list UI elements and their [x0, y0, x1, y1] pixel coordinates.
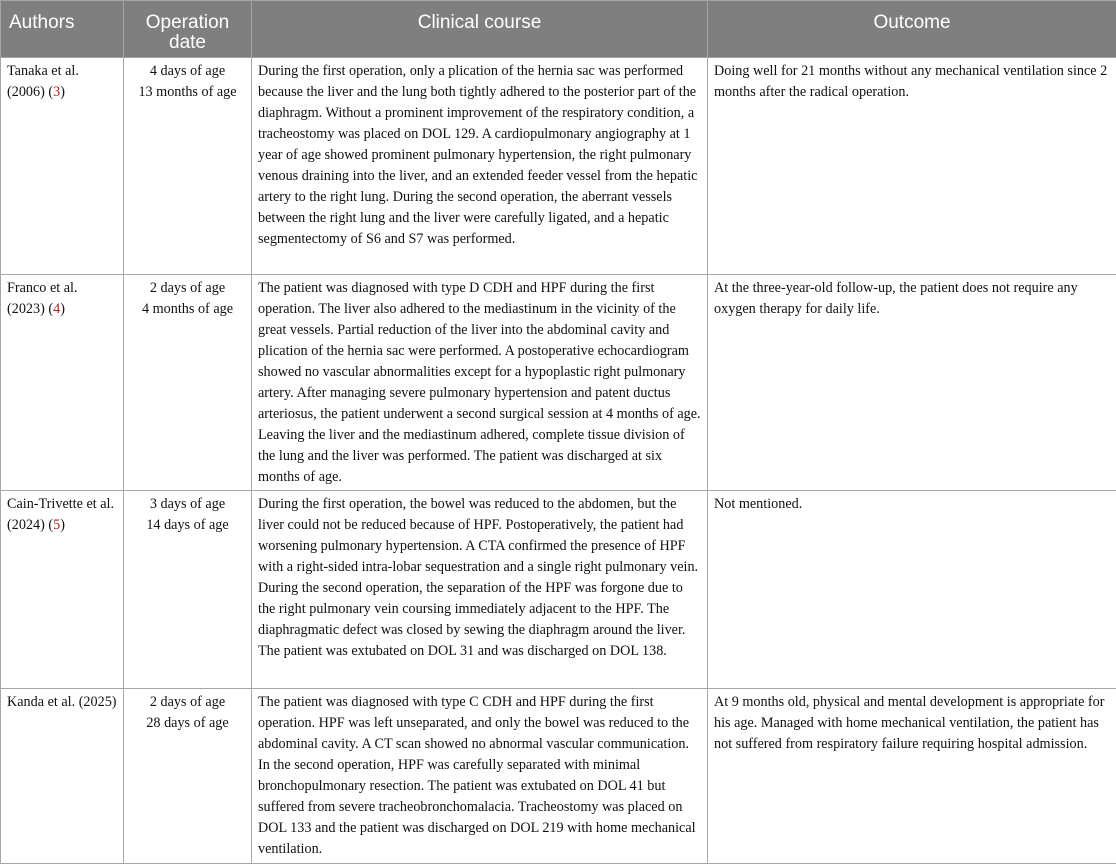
table-row — [1, 491, 1116, 689]
author-cell — [1, 58, 124, 275]
header-clinical-course: Clinical course — [252, 1, 708, 58]
operation-date-cell — [124, 58, 252, 275]
author-cell — [1, 491, 124, 689]
clinical-course-cell: During the first operation, the bowel was reduced to the abdomen, but the liver could not be reduced because of HPF. Postoperatively, the patient had worsening pulmonary hypertension. A CTA confirmed the presence of HPF with a right-sided intra-lobar sequestration and a single right pulmonary vein. During the second operation, the separation of the HPF was forgone due to the right pulmonary vein coursing immediately adjacent to the HPF. The diaphragmatic defect was closed by sewing the diaphragm around the liver. The patient was extubated on DOL 31 and was discharged on DOL 138. — [252, 491, 708, 689]
outcome-cell: Doing well for 21 months without any mechanical ventilation since 2 months after the radical operation. — [708, 58, 1116, 275]
clinical-course-cell: During the first operation, only a plication of the hernia sac was performed because the liver and the lung both tightly adhered to the posterior part of the diaphragm. Without a prominent improvement of the respiratory condition, a tracheostomy was placed on DOL 129. A cardiopulmonary angiography at 1 year of age showed prominent pulmonary hypertension, the right pulmonary venous draining into the liver, and an extended feeder vessel from the hepatic artery to the right lung. During the second operation, the aberrant vessels between the right lung and the liver were carefully ligated, and a hepatic segmentectomy of S6 and S7 was performed. — [252, 58, 708, 275]
operation-date-cell — [124, 491, 252, 689]
operation-date-cell — [124, 689, 252, 864]
author-text-end: ) — [60, 84, 65, 100]
outcome-cell: Not mentioned. — [708, 491, 1116, 689]
table-body — [1, 58, 1116, 864]
author-text: Cain-Trivette et al. (2024) ( — [7, 496, 115, 533]
first-operation-date: 2 days of age — [149, 280, 226, 296]
table-row — [1, 275, 1116, 491]
header-authors: Authors — [1, 1, 124, 58]
author-cell — [1, 275, 124, 491]
second-operation-date: 4 months of age — [141, 301, 234, 317]
header-row — [1, 1, 1116, 58]
reference-link[interactable]: 4 — [53, 301, 61, 317]
outcome-cell: At the three-year-old follow-up, the patient does not require any oxygen therapy for daily life. — [708, 275, 1116, 491]
author-text-end: ) — [60, 301, 65, 317]
header-operation-date: Operation date — [124, 1, 252, 58]
author-cell — [1, 689, 124, 864]
table-header — [1, 1, 1116, 58]
operation-date-cell — [124, 275, 252, 491]
author-text: Kanda et al. (2025) — [7, 694, 117, 710]
first-operation-date: 3 days of age — [149, 496, 226, 512]
author-text: Franco et al. (2023) ( — [7, 280, 78, 317]
first-operation-date: 2 days of age — [149, 694, 226, 710]
author-text: Tanaka et al. (2006) ( — [7, 63, 79, 100]
outcome-cell: At 9 months old, physical and mental development is appropriate for his age. Managed with home mechanical ventilation, the patient has not suffered from respiratory failure requiring hospital admission. — [708, 689, 1116, 864]
reference-link[interactable]: 3 — [53, 84, 61, 100]
clinical-course-cell: The patient was diagnosed with type D CDH and HPF during the first operation. The liver also adhered to the mediastinum in the vicinity of the great vessels. Partial reduction of the liver into the abdominal cavity and plication of the hernia sac were performed. A postoperative echocardiogram showed no vascular abnormalities except for a hypoplastic right pulmonary artery. After managing severe pulmonary hypertension and patent ductus arteriosus, the patient underwent a second surgical session at 4 months of age. Leaving the liver and the mediastinum adhered, complete tissue division of the lung and the liver was performed. The patient was discharged at six months of age. — [252, 275, 708, 491]
second-operation-date: 14 days of age — [146, 517, 229, 533]
author-text-end: ) — [60, 517, 65, 533]
clinical-course-cell: The patient was diagnosed with type C CDH and HPF during the first operation. HPF was left unseparated, and only the bowel was reduced to the abdominal cavity. A CT scan showed no abnormal vascular communication. In the second operation, HPF was carefully separated with minimal bronchopulmonary resection. The patient was extubated on DOL 41 but suffered from severe tracheobronchomalacia. Tracheostomy was placed on DOL 133 and the patient was discharged on DOL 219 with home mechanical ventilation. — [252, 689, 708, 864]
table-row — [1, 58, 1116, 275]
table-row — [1, 689, 1116, 864]
second-operation-date: 13 months of age — [138, 84, 237, 100]
header-outcome: Outcome — [708, 1, 1116, 58]
second-operation-date: 28 days of age — [146, 715, 229, 731]
reference-link[interactable]: 5 — [53, 517, 61, 533]
first-operation-date: 4 days of age — [149, 63, 226, 79]
